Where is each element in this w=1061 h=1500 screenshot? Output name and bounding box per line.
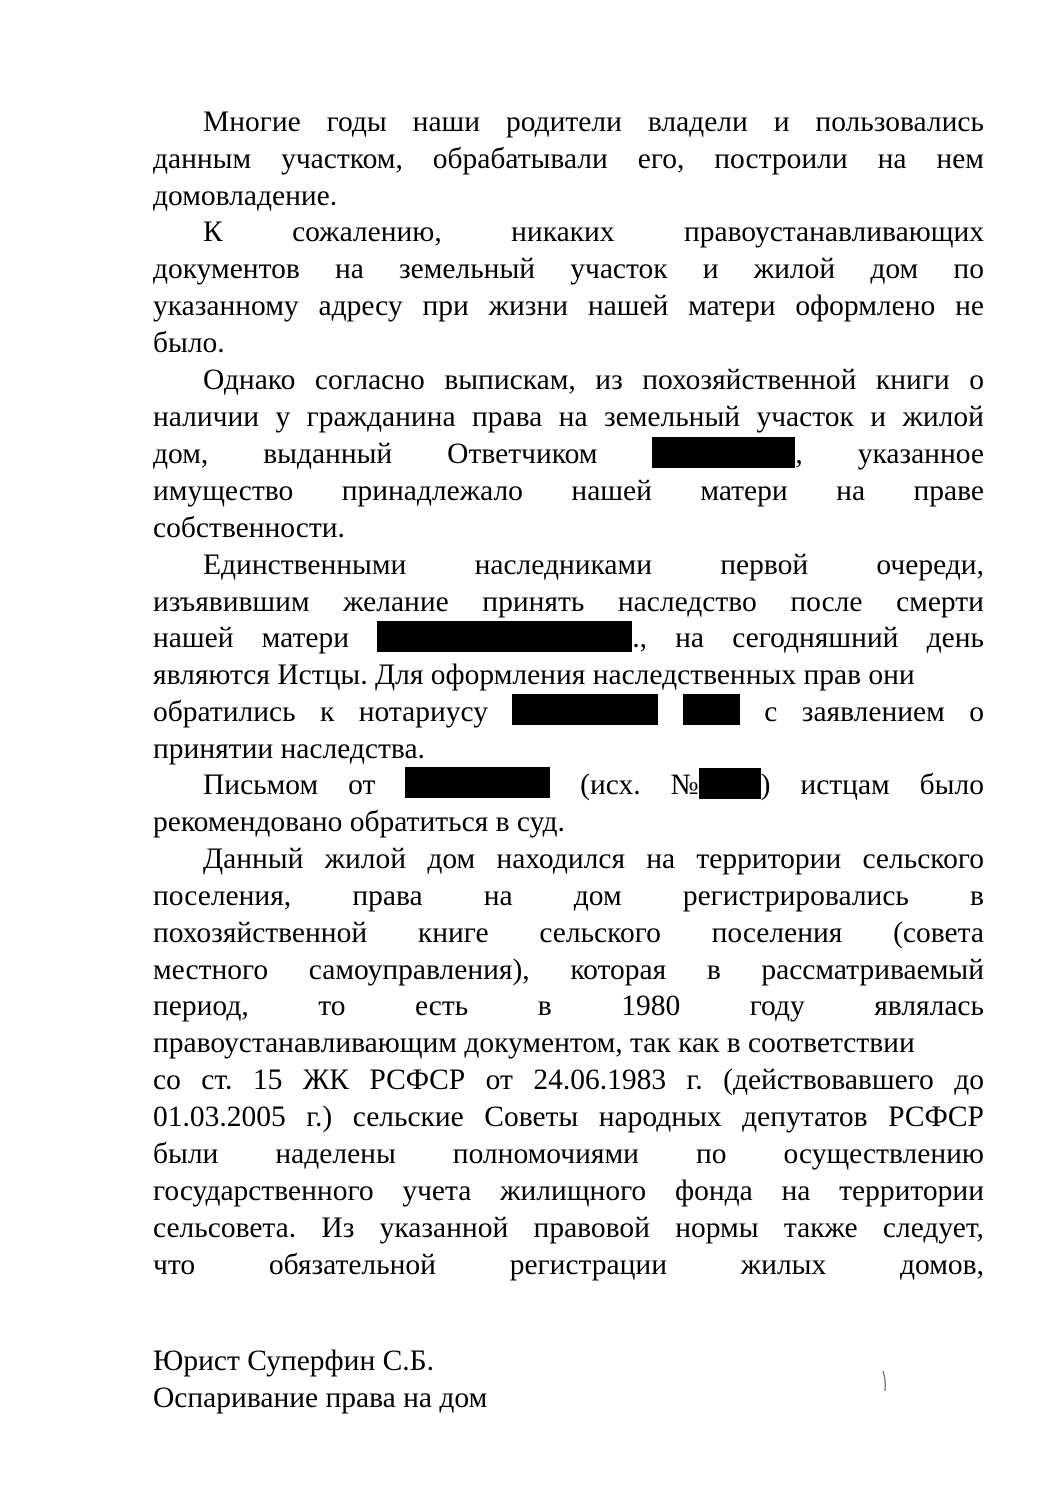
word: РСФСР bbox=[369, 1064, 466, 1096]
word: полномочиями bbox=[452, 1138, 639, 1170]
punctuation: , bbox=[795, 438, 803, 470]
word: Письмом bbox=[203, 769, 319, 801]
word: самоуправления), bbox=[308, 954, 530, 986]
word: гражданина bbox=[306, 401, 456, 433]
word: учета bbox=[402, 1175, 472, 1207]
word: жилищного bbox=[500, 1175, 647, 1207]
word: Многие bbox=[203, 106, 301, 138]
word: построили bbox=[714, 143, 848, 175]
word: сельского bbox=[862, 843, 984, 875]
word: к bbox=[320, 696, 335, 728]
word: поселения, bbox=[153, 880, 292, 912]
word: годы bbox=[326, 106, 387, 138]
word: правовой bbox=[533, 1212, 650, 1244]
word: депутатов bbox=[742, 1101, 868, 1133]
text-line bbox=[153, 878, 984, 915]
word: домов, bbox=[900, 1249, 984, 1281]
word: похозяйственной bbox=[153, 917, 368, 949]
word: по bbox=[695, 1138, 727, 1170]
word: после bbox=[790, 586, 863, 618]
word: наследниками bbox=[474, 549, 652, 581]
word: сегодняшний bbox=[732, 622, 899, 654]
word: территории bbox=[696, 843, 842, 875]
word: заявлением bbox=[801, 696, 945, 728]
word: сельского bbox=[539, 917, 661, 949]
word: нашей bbox=[153, 622, 234, 654]
text-line bbox=[153, 1099, 984, 1136]
word: период, bbox=[153, 990, 249, 1022]
text-line: рекомендовано обратиться в суд. bbox=[153, 806, 565, 838]
word: дом, bbox=[153, 438, 209, 470]
word: со bbox=[153, 1064, 181, 1096]
word: жилой bbox=[902, 401, 984, 433]
text-line bbox=[153, 952, 984, 989]
word: оформлено bbox=[795, 290, 936, 322]
word: выданный bbox=[263, 438, 393, 470]
word: права bbox=[352, 880, 423, 912]
word: жилых bbox=[740, 1249, 827, 1281]
word: матери bbox=[261, 622, 349, 654]
word: на bbox=[334, 253, 364, 285]
number-sign: № bbox=[670, 769, 699, 801]
word: осуществлению bbox=[783, 1138, 984, 1170]
word: жизни bbox=[488, 290, 569, 322]
word: о bbox=[969, 364, 984, 396]
word: с bbox=[764, 696, 778, 728]
word: наличии bbox=[153, 401, 260, 433]
word: смерти bbox=[896, 586, 984, 618]
word: нашей bbox=[571, 475, 652, 507]
word: похозяйственной bbox=[642, 364, 857, 396]
word: также bbox=[783, 1212, 858, 1244]
word: обязательной bbox=[268, 1249, 436, 1281]
text-line bbox=[153, 584, 984, 621]
word: наследство bbox=[617, 586, 757, 618]
word: книги bbox=[875, 364, 950, 396]
word: были bbox=[153, 1138, 219, 1170]
word: поселения bbox=[711, 917, 843, 949]
word: нем bbox=[936, 143, 984, 175]
word: родители bbox=[505, 106, 622, 138]
word: нотариусу bbox=[358, 696, 489, 728]
word: очереди, bbox=[876, 549, 984, 581]
word: у bbox=[275, 401, 291, 433]
word: в bbox=[537, 990, 552, 1022]
redaction-block bbox=[683, 694, 740, 725]
word: пользовались bbox=[815, 106, 984, 138]
word: до bbox=[954, 1064, 984, 1096]
word: на bbox=[877, 143, 907, 175]
footer-subject: Оспаривание права на дом bbox=[153, 1382, 488, 1414]
text-line bbox=[153, 399, 984, 436]
text-line bbox=[153, 1247, 984, 1284]
word: на bbox=[781, 1175, 811, 1207]
text-line bbox=[153, 620, 984, 657]
word: на bbox=[646, 843, 676, 875]
word: участком, bbox=[281, 143, 403, 175]
word: Советы bbox=[484, 1101, 579, 1133]
word: матери bbox=[688, 290, 776, 322]
word: по bbox=[953, 253, 984, 285]
text-line bbox=[203, 362, 984, 399]
word: жилой bbox=[324, 843, 407, 875]
text-line bbox=[153, 988, 984, 1025]
word: дом bbox=[573, 880, 622, 912]
word: и bbox=[870, 401, 887, 433]
word: указанное bbox=[857, 438, 984, 470]
word: в bbox=[706, 954, 721, 986]
word: его, bbox=[637, 143, 685, 175]
word: (исх. bbox=[580, 769, 641, 801]
word: 01.03.2005 bbox=[153, 1101, 286, 1133]
word: было bbox=[919, 769, 984, 801]
text-line: было. bbox=[153, 327, 225, 359]
word: нормы bbox=[675, 1212, 759, 1244]
text-line bbox=[153, 1062, 984, 1099]
word: правоустанавливающих bbox=[683, 216, 984, 248]
word: рассматриваемый bbox=[761, 954, 984, 986]
word: жилой bbox=[753, 253, 836, 285]
word: Единственными bbox=[203, 549, 407, 581]
word: 24.06.1983 bbox=[533, 1064, 667, 1096]
text-line bbox=[203, 841, 984, 878]
word: и bbox=[773, 106, 790, 138]
word: К bbox=[203, 216, 223, 248]
text-line bbox=[203, 214, 984, 251]
word: сожалению, bbox=[292, 216, 442, 248]
word: участок bbox=[570, 253, 668, 285]
word: и bbox=[702, 253, 719, 285]
word: выпискам, bbox=[444, 364, 576, 396]
word: регистрации bbox=[509, 1249, 667, 1281]
word: в bbox=[970, 880, 984, 912]
word: дом bbox=[427, 843, 476, 875]
word: данным bbox=[153, 143, 252, 175]
word: ЖК bbox=[302, 1064, 349, 1096]
redaction-block bbox=[512, 694, 658, 725]
word: Данный bbox=[203, 843, 304, 875]
word: о bbox=[969, 696, 984, 728]
word: истцам bbox=[800, 769, 890, 801]
word: праве bbox=[913, 475, 984, 507]
punctuation: ) bbox=[760, 769, 771, 801]
word: 1980 bbox=[621, 990, 681, 1022]
pen-stroke-mark bbox=[882, 1370, 888, 1392]
word: (действовавшего bbox=[723, 1064, 934, 1096]
word: при bbox=[422, 290, 469, 322]
redacted-group bbox=[377, 620, 647, 657]
word: ст. bbox=[201, 1064, 233, 1096]
word: от bbox=[348, 769, 376, 801]
word: наши bbox=[412, 106, 481, 138]
word: регистрировались bbox=[682, 880, 909, 912]
redaction-block bbox=[699, 768, 761, 799]
text-line: домовладение. bbox=[153, 180, 338, 212]
word: книге bbox=[417, 917, 489, 949]
word: то bbox=[318, 990, 346, 1022]
text-line: являются Истцы. Для оформления наследственных прав они bbox=[153, 659, 915, 691]
word: на bbox=[483, 880, 513, 912]
word: Однако bbox=[203, 364, 296, 396]
word: имущество bbox=[153, 475, 294, 507]
text-line bbox=[153, 436, 984, 473]
redacted-group bbox=[671, 767, 771, 804]
word: находился bbox=[496, 843, 626, 875]
word: никаких bbox=[511, 216, 615, 248]
word: фонда bbox=[674, 1175, 753, 1207]
word: адресу bbox=[318, 290, 403, 322]
word: из bbox=[595, 364, 623, 396]
word: сельские bbox=[352, 1101, 464, 1133]
word: от bbox=[485, 1064, 513, 1096]
word: документов bbox=[153, 253, 300, 285]
text-line bbox=[153, 141, 984, 178]
word: народных bbox=[598, 1101, 722, 1133]
word: нашей bbox=[587, 290, 669, 322]
word: изъявившим bbox=[153, 586, 310, 618]
word: территории bbox=[839, 1175, 984, 1207]
word: местного bbox=[153, 954, 269, 986]
word: следует, bbox=[882, 1212, 984, 1244]
text-line bbox=[203, 104, 984, 141]
word: участок bbox=[756, 401, 854, 433]
text-line bbox=[153, 288, 984, 325]
word: (совета bbox=[893, 917, 984, 949]
word: принять bbox=[482, 586, 585, 618]
word: дом bbox=[870, 253, 919, 285]
redaction-block bbox=[377, 621, 632, 652]
word: году bbox=[749, 990, 805, 1022]
word: наделены bbox=[275, 1138, 396, 1170]
word: день bbox=[926, 622, 984, 654]
text-line bbox=[153, 251, 984, 288]
text-line bbox=[153, 915, 984, 952]
word: владели bbox=[647, 106, 748, 138]
word: права bbox=[471, 401, 543, 433]
text-line bbox=[153, 473, 984, 510]
word: на bbox=[675, 622, 705, 654]
word: что bbox=[153, 1249, 196, 1281]
word: земельный bbox=[399, 253, 536, 285]
word: принадлежало bbox=[341, 475, 523, 507]
redaction-block bbox=[652, 437, 795, 468]
word: земельный bbox=[603, 401, 741, 433]
word: первой bbox=[720, 549, 809, 581]
word: не bbox=[955, 290, 984, 322]
word: Из bbox=[321, 1212, 355, 1244]
word: РСФСР bbox=[888, 1101, 984, 1133]
footer-author: Юрист Суперфин С.Б. bbox=[153, 1345, 434, 1377]
redaction-block bbox=[405, 767, 550, 798]
text-line: правоустанавливающим документом, так как в соответствии bbox=[153, 1027, 915, 1059]
word: являлась bbox=[874, 990, 984, 1022]
text-line bbox=[203, 547, 984, 584]
word: г.) bbox=[306, 1101, 333, 1133]
text-line bbox=[153, 1136, 984, 1173]
text-line bbox=[203, 767, 984, 804]
word: согласно bbox=[314, 364, 425, 396]
word: матери bbox=[700, 475, 788, 507]
word: г. bbox=[686, 1064, 703, 1096]
text-line bbox=[153, 694, 984, 731]
word: которая bbox=[570, 954, 667, 986]
text-line: собственности. bbox=[153, 512, 345, 544]
word: на bbox=[558, 401, 588, 433]
word: на bbox=[836, 475, 866, 507]
text-line bbox=[153, 1210, 984, 1247]
redacted-group bbox=[652, 436, 802, 473]
word: обратились bbox=[153, 696, 296, 728]
text-line: принятии наследства. bbox=[153, 733, 425, 765]
text-line bbox=[153, 1173, 984, 1210]
word: указанному bbox=[153, 290, 299, 322]
word: обрабатывали bbox=[432, 143, 608, 175]
word: государственного bbox=[153, 1175, 374, 1207]
word: указанной bbox=[379, 1212, 509, 1244]
word: 15 bbox=[252, 1064, 283, 1096]
word: желание bbox=[343, 586, 449, 618]
word: Ответчиком bbox=[447, 438, 598, 470]
word: сельсовета. bbox=[153, 1212, 297, 1244]
punctuation: ., bbox=[632, 622, 647, 654]
word: есть bbox=[414, 990, 469, 1022]
